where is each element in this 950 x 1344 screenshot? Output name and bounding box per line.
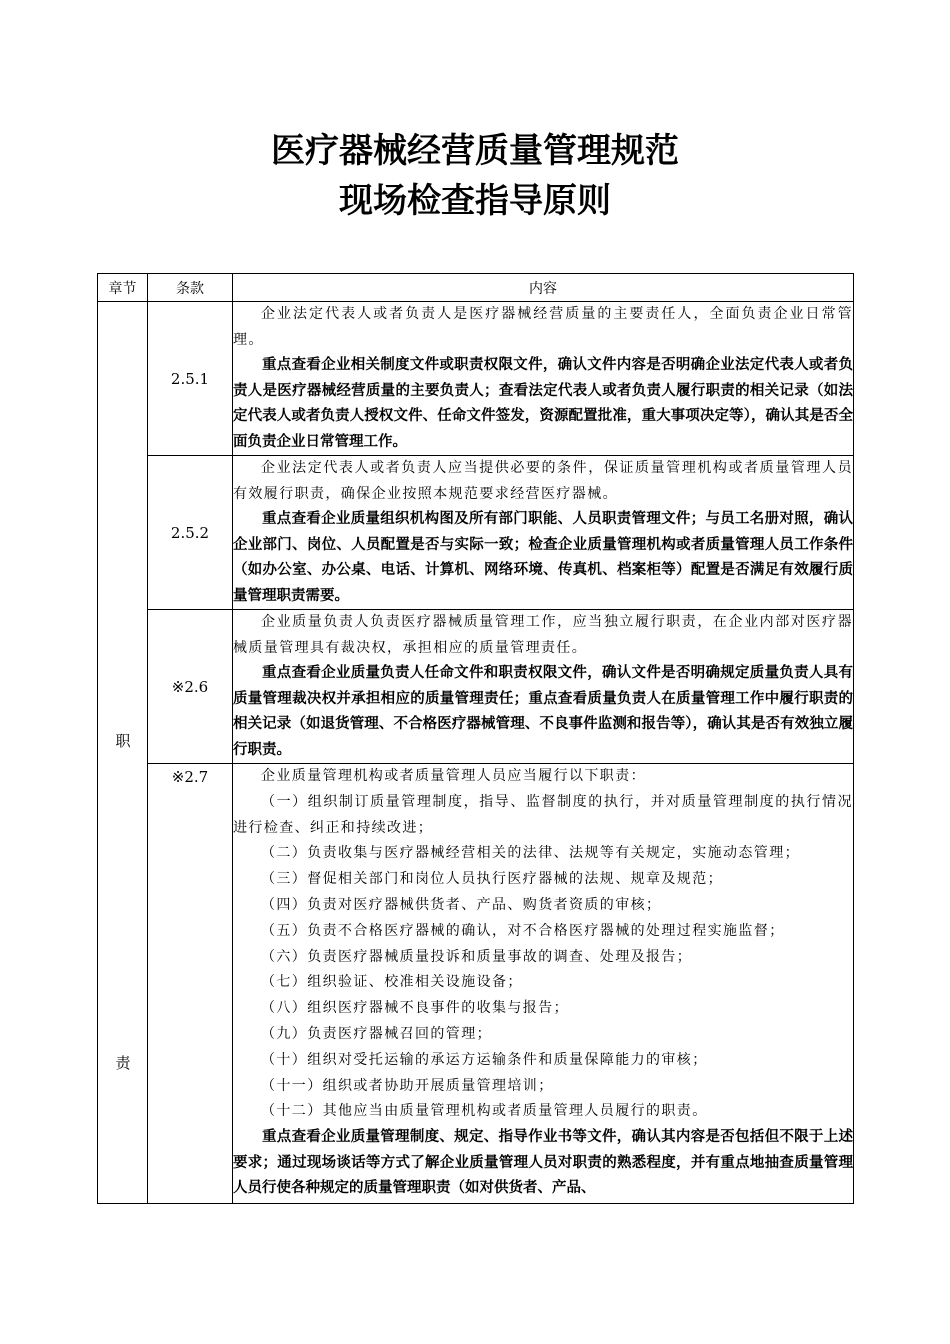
requirement-text: 企业法定代表人或者负责人应当提供必要的条件，保证质量管理机构或者质量管理人员有效履行职责，确保企业按照本规范要求经营医疗器械。 [233, 460, 853, 502]
document-title: 医疗器械经营质量管理规范 [271, 131, 679, 171]
list-item: （四）负责对医疗器械供货者、产品、购货者资质的审核； [261, 896, 662, 913]
chapter-char-2: 责 [115, 1054, 131, 1072]
clause-number: ※2.7 [148, 764, 233, 1204]
table-row [98, 302, 854, 456]
table-row [98, 610, 854, 764]
content-cell [233, 610, 854, 764]
table-header-row [98, 274, 854, 302]
list-item: （八）组织医疗器械不良事件的收集与报告； [261, 1000, 569, 1017]
requirement-text: 企业质量负责人负责医疗器械质量管理工作，应当独立履行职责，在企业内部对医疗器械质量管理具有裁决权，承担相应的质量管理责任。 [233, 614, 853, 656]
inspection-text: 重点查看企业相关制度文件或职责权限文件，确认文件内容是否明确企业法定代表人或者负责人是医疗器械经营质量的主要负责人；查看法定代表人或者负责人履行职责的相关记录（如法定代表人或者负责人授权文件、任命文件签发，资源配置批准，重大事项决定等），确认其是否全面负责企业日常管理工作。 [233, 357, 853, 450]
list-item: （二）负责收集与医疗器械经营相关的法律、法规等有关规定，实施动态管理； [261, 845, 800, 862]
content-cell [233, 764, 854, 1204]
list-item: （七）组织验证、校准相关设施设备； [261, 974, 523, 991]
inspection-text: 重点查看企业质量管理制度、规定、指导作业书等文件，确认其内容是否包括但不限于上述要求；通过现场谈话等方式了解企业质量管理人员对职责的熟悉程度，并有重点地抽查质量管理人员行使各种规定的质量管理职责（如对供货者、产品、 [233, 1129, 853, 1197]
requirement-text: 企业质量管理机构或者质量管理人员应当履行以下职责： [261, 768, 646, 784]
list-item: （十一）组织或者协助开展质量管理培训； [261, 1077, 554, 1094]
list-item: （三）督促相关部门和岗位人员执行医疗器械的法规、规章及规范； [261, 871, 723, 888]
clause-number: 2.5.1 [148, 302, 233, 456]
list-item: （五）负责不合格医疗器械的确认，对不合格医疗器械的处理过程实施监督； [261, 922, 785, 939]
list-item: （一）组织制订质量管理制度，指导、监督制度的执行，并对质量管理制度的执行情况进行检查、纠正和持续改进； [233, 793, 853, 836]
table-row [98, 764, 854, 1204]
list-item: （十二）其他应当由质量管理机构或者质量管理人员履行的职责。 [261, 1103, 708, 1120]
chapter-cell [98, 302, 148, 1204]
chapter-char-1: 职 [115, 732, 131, 750]
title-block [0, 126, 950, 226]
inspection-continued [233, 1125, 853, 1203]
header-chapter: 章节 [98, 274, 148, 302]
list-item: （九）负责医疗器械召回的管理； [261, 1025, 492, 1042]
document-subtitle: 现场检查指导原则 [339, 181, 611, 221]
content-cell [233, 302, 854, 456]
content-cell [233, 456, 854, 610]
clause-number: ※2.6 [148, 610, 233, 764]
table-row [98, 456, 854, 610]
duty-list [233, 764, 853, 1125]
inspection-table [97, 273, 854, 1204]
header-clause: 条款 [148, 274, 233, 302]
header-content: 内容 [233, 274, 854, 302]
list-item: （六）负责医疗器械质量投诉和质量事故的调查、处理及报告； [261, 948, 693, 965]
requirement-text: 企业法定代表人或者负责人是医疗器械经营质量的主要责任人，全面负责企业日常管理。 [233, 306, 853, 348]
inspection-text: 重点查看企业质量负责人任命文件和职责权限文件，确认文件是否明确规定质量负责人具有质量管理裁决权并承担相应的质量管理责任；重点查看质量负责人在质量管理工作中履行职责的相关记录（如退货管理、不合格医疗器械管理、不良事件监测和报告等），确认其是否有效独立履行职责。 [233, 665, 853, 758]
inspection-text: 重点查看企业质量组织机构图及所有部门职能、人员职责管理文件；与员工名册对照，确认企业部门、岗位、人员配置是否与实际一致；检查企业质量管理机构或者质量管理人员工作条件（如办公室、办公桌、电话、计算机、网络环境、传真机、档案柜等）配置是否满足有效履行质量管理职责需要。 [233, 511, 853, 604]
clause-number: 2.5.2 [148, 456, 233, 610]
list-item: （十）组织对受托运输的承运方运输条件和质量保障能力的审核； [261, 1051, 708, 1068]
